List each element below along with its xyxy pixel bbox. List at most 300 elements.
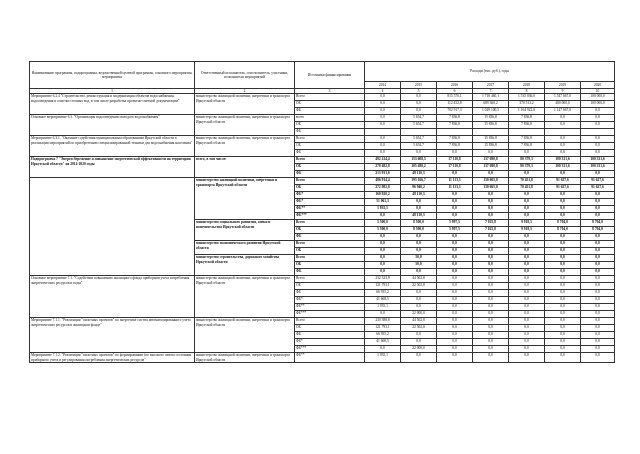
value-cell: 0,0: [509, 283, 545, 290]
executor-cell: министерство жилищной политики, энергетики и транспорта Иркутской области: [195, 136, 295, 157]
value-cell: 96 940,2: [401, 185, 437, 192]
source-cell: Всего: [295, 255, 365, 262]
col-number: 5: [401, 89, 437, 94]
value-cell: 7 836,8: [509, 143, 545, 150]
value-cell: 130 665,0: [473, 178, 509, 185]
value-cell: 0,0: [401, 94, 437, 101]
program-title: Подпрограмма 7 "Энергосбережение и повышение энергетической эффективности на территории Иркутской области" на 2014-2020 годы: [30, 157, 195, 178]
value-cell: 0,0: [545, 115, 581, 122]
value-cell: 0,0: [509, 241, 545, 248]
value-cell: 0,0: [473, 276, 509, 283]
value-cell: 0,0: [509, 353, 545, 363]
source-cell: ОБ: [295, 262, 365, 269]
value-cell: 0,0: [473, 297, 509, 304]
value-cell: 0,0: [545, 311, 581, 318]
value-cell: 278 482,8: [365, 164, 401, 171]
col-number: 9: [545, 89, 581, 94]
value-cell: 0,0: [437, 269, 473, 276]
value-cell: 0,0: [401, 269, 437, 276]
value-cell: 0,0: [473, 248, 509, 255]
value-cell: 0,0: [581, 332, 615, 339]
value-cell: 0,0: [473, 311, 509, 318]
value-cell: 100 000,0: [581, 101, 615, 108]
table-row: [30, 94, 615, 101]
value-cell: 1 718 460,1: [473, 94, 509, 101]
value-cell: 0,0: [437, 346, 473, 353]
year-header: 2014: [365, 82, 401, 89]
value-cell: 0,0: [437, 339, 473, 346]
source-cell: ФБ: [295, 129, 365, 136]
value-cell: 22 502,8: [401, 283, 437, 290]
executor-cell: министерство жилищной политики, энергетики и транспорта Иркутской области: [195, 94, 295, 115]
value-cell: 41 668,5: [365, 297, 401, 304]
source-cell: ОБ: [295, 283, 365, 290]
value-cell: 44 502,8: [401, 276, 437, 283]
value-cell: 1 164 922,8: [509, 108, 545, 115]
source-cell: Всего: [295, 318, 365, 325]
value-cell: 0,0: [365, 241, 401, 248]
value-cell: 0,0: [581, 234, 615, 241]
value-cell: 0,0: [473, 346, 509, 353]
value-cell: 0,0: [401, 234, 437, 241]
value-cell: 8 704,0: [545, 227, 581, 234]
value-cell: 50,0: [401, 255, 437, 262]
value-cell: 11 113,3: [437, 178, 473, 185]
value-cell: 0,0: [509, 276, 545, 283]
value-cell: [509, 129, 545, 136]
value-cell: 702 917,3: [437, 108, 473, 115]
value-cell: 0,0: [545, 318, 581, 325]
source-cell: Всего: [295, 220, 365, 227]
source-cell: ФБ*: [295, 199, 365, 206]
value-cell: 5 654,7: [401, 136, 437, 143]
value-cell: 0,0: [437, 318, 473, 325]
table-row: [30, 318, 615, 325]
value-cell: 0,0: [473, 206, 509, 213]
value-cell: 8 500,0: [401, 227, 437, 234]
value-cell: 213 931,6: [365, 171, 401, 178]
value-cell: 0,0: [545, 206, 581, 213]
value-cell: [581, 129, 615, 136]
source-cell: ФБ***: [295, 346, 365, 353]
value-cell: 11 113,3: [437, 185, 473, 192]
value-cell: 0,0: [581, 150, 615, 157]
source-cell: ОБ: [295, 227, 365, 234]
value-cell: 7 025,8: [473, 227, 509, 234]
source-cell: ФБ*: [295, 297, 365, 304]
value-cell: 1 147 667,0: [545, 108, 581, 115]
value-cell: 1 935,1: [365, 304, 401, 311]
value-cell: 112 452,8: [437, 101, 473, 108]
value-cell: 0,0: [509, 192, 545, 199]
value-cell: 0,0: [401, 206, 437, 213]
source-cell: ФБ***: [295, 213, 365, 220]
value-cell: 0,0: [365, 108, 401, 115]
value-cell: 80 379,3: [509, 157, 545, 164]
col-expenses-header: Расходы (тыс. руб.), годы: [365, 62, 615, 82]
value-cell: 7 836,8: [437, 143, 473, 150]
table-row: [30, 157, 615, 164]
value-cell: 0,0: [581, 318, 615, 325]
value-cell: 0,0: [545, 325, 581, 332]
value-cell: 0,0: [401, 290, 437, 297]
value-cell: 0,0: [437, 283, 473, 290]
value-cell: 0,0: [473, 339, 509, 346]
value-cell: 0,0: [437, 353, 473, 363]
executor-cell: министерство жилищной политики, энергетики и транспорта Иркутской области: [195, 318, 295, 353]
value-cell: 0,0: [437, 171, 473, 178]
value-cell: 0,0: [509, 290, 545, 297]
value-cell: 0,0: [581, 311, 615, 318]
value-cell: 160 920,2: [365, 192, 401, 199]
value-cell: 0,0: [509, 332, 545, 339]
value-cell: 91 627,6: [581, 185, 615, 192]
executor-cell: министерство строительства, дорожного хозяйства Иркутской области: [195, 255, 295, 276]
value-cell: 0,0: [581, 262, 615, 269]
value-cell: 0,0: [581, 192, 615, 199]
program-title: Мероприятие 6.3.1. "Оказание содействия муниципальным образованиям Иркутской области в реализации мероприятий по приобретению специализированной техники для водоснабжения населения": [30, 136, 195, 157]
value-cell: 137 690,8: [473, 157, 509, 164]
value-cell: 48 110,3: [401, 171, 437, 178]
value-cell: 0,0: [509, 269, 545, 276]
value-cell: 9 918,5: [509, 227, 545, 234]
value-cell: 230 388,8: [365, 318, 401, 325]
value-cell: 492 414,4: [365, 157, 401, 164]
value-cell: 0,0: [365, 122, 401, 129]
value-cell: 0,0: [473, 213, 509, 220]
value-cell: 0,0: [473, 150, 509, 157]
value-cell: 91 627,6: [581, 178, 615, 185]
value-cell: 0,0: [545, 171, 581, 178]
value-cell: 100 331,6: [545, 157, 581, 164]
table-row: [30, 115, 615, 122]
value-cell: 0,0: [581, 283, 615, 290]
value-cell: 7 836,8: [437, 122, 473, 129]
value-cell: 8 500,0: [401, 220, 437, 227]
source-cell: ФБ: [295, 290, 365, 297]
value-cell: 0,0: [545, 332, 581, 339]
source-cell: ФБ**: [295, 353, 365, 363]
value-cell: 0,0: [509, 311, 545, 318]
value-cell: 0,0: [365, 255, 401, 262]
value-cell: 50,0: [401, 262, 437, 269]
value-cell: 0,0: [473, 234, 509, 241]
value-cell: 0,0: [581, 213, 615, 220]
source-cell: Всего: [295, 157, 365, 164]
value-cell: 105 498,2: [401, 164, 437, 171]
value-cell: 0,0: [437, 332, 473, 339]
value-cell: 0,0: [545, 346, 581, 353]
value-cell: 0,0: [437, 206, 473, 213]
year-header: 2015: [401, 82, 437, 89]
value-cell: 0,0: [401, 241, 437, 248]
value-cell: 5 997,5: [437, 220, 473, 227]
value-cell: 5 654,7: [401, 122, 437, 129]
value-cell: 48 110,3: [401, 213, 437, 220]
value-cell: 0,0: [473, 241, 509, 248]
value-cell: 0,0: [581, 276, 615, 283]
source-cell: ОБ: [295, 248, 365, 255]
value-cell: 100 331,6: [545, 164, 581, 171]
value-cell: 91 627,6: [545, 178, 581, 185]
value-cell: 100 331,6: [581, 164, 615, 171]
value-cell: 0,0: [365, 311, 401, 318]
value-cell: 7 836,8: [509, 115, 545, 122]
source-cell: ФБ: [295, 332, 365, 339]
value-cell: 0,0: [365, 262, 401, 269]
source-cell: ФБ: [295, 150, 365, 157]
value-cell: 0,0: [401, 353, 437, 363]
value-cell: 0,0: [581, 171, 615, 178]
program-title: Основное мероприятие 6.3. "Организация водоотведения молодого водоснабжения": [30, 115, 195, 136]
value-cell: 0,0: [437, 241, 473, 248]
value-cell: 0,0: [545, 122, 581, 129]
value-cell: 121 793,1: [365, 283, 401, 290]
value-cell: 66 935,2: [365, 290, 401, 297]
col-program-header: Наименование программы, подпрограммы, ведомственной целевой программы, основного мероприятия, мероприятия: [30, 62, 195, 89]
value-cell: 7 836,8: [509, 122, 545, 129]
value-cell: 48 110,3: [401, 192, 437, 199]
value-cell: 0,0: [437, 199, 473, 206]
value-cell: 0,0: [473, 353, 509, 363]
value-cell: 80 379,3: [509, 164, 545, 171]
table-row: [30, 276, 615, 283]
value-cell: 0,0: [437, 255, 473, 262]
value-cell: [545, 129, 581, 136]
value-cell: 0,0: [581, 269, 615, 276]
program-title: Мероприятие 7.1.1. "Реализация "пилотных проектов" по энергетике систем автоматизированного учета энергетических ресурсов в жилищном фонде": [30, 318, 195, 353]
value-cell: 0,0: [473, 304, 509, 311]
executor-cell: министерство жилищной политики, энергетики и транспорта Иркутской области: [195, 276, 295, 318]
value-cell: 0,0: [545, 241, 581, 248]
value-cell: 0,0: [437, 248, 473, 255]
value-cell: 0,0: [509, 206, 545, 213]
value-cell: 5 500,0: [365, 227, 401, 234]
value-cell: 0,0: [509, 262, 545, 269]
source-cell: ОБ: [295, 164, 365, 171]
source-cell: ФБ*: [295, 192, 365, 199]
value-cell: 15 836,8: [473, 136, 509, 143]
value-cell: 0,0: [581, 206, 615, 213]
value-cell: 5 997,5: [437, 227, 473, 234]
value-cell: [365, 129, 401, 136]
value-cell: 370 513,2: [509, 101, 545, 108]
program-title: Мероприятие 7.1.2. "Реализация "пилотных проектов" по формированию (по высокого охвата состояния приборного учета и регулирования потребления энергетических ресурсов": [30, 353, 195, 363]
executor-cell: министерство жилищной политики, энергетики и транспорта Иркутской области: [195, 353, 295, 363]
source-cell: Всего: [295, 276, 365, 283]
value-cell: 0,0: [545, 276, 581, 283]
year-header: 2018: [509, 82, 545, 89]
value-cell: 0,0: [365, 150, 401, 157]
value-cell: 7 836,8: [509, 136, 545, 143]
value-cell: 0,0: [365, 136, 401, 143]
source-cell: ОБ: [295, 122, 365, 129]
col-exec-header: Ответственный исполнитель, соисполнитель, участники, исполнители мероприятий: [195, 62, 295, 89]
value-cell: 5 500,0: [365, 220, 401, 227]
value-cell: 0,0: [509, 150, 545, 157]
col-number: 6: [437, 89, 473, 94]
value-cell: 0,0: [581, 297, 615, 304]
col-number: 8: [509, 89, 545, 94]
value-cell: 15 836,8: [473, 143, 509, 150]
year-header: 2019: [545, 82, 581, 89]
value-cell: 0,0: [401, 150, 437, 157]
value-cell: 0,0: [473, 325, 509, 332]
value-cell: 0,0: [509, 213, 545, 220]
value-cell: 70 451,8: [509, 185, 545, 192]
value-cell: 22 000,0: [401, 346, 437, 353]
source-cell: ФБ: [295, 234, 365, 241]
value-cell: 0,0: [437, 213, 473, 220]
value-cell: 0,0: [401, 248, 437, 255]
value-cell: 0,0: [545, 304, 581, 311]
value-cell: [473, 129, 509, 136]
value-cell: 0,0: [401, 332, 437, 339]
value-cell: 0,0: [473, 290, 509, 297]
value-cell: 0,0: [473, 171, 509, 178]
value-cell: 0,0: [545, 255, 581, 262]
value-cell: 7 836,8: [437, 136, 473, 143]
value-cell: 8 704,0: [581, 227, 615, 234]
value-cell: 41 668,5: [365, 339, 401, 346]
source-cell: Всего: [295, 178, 365, 185]
value-cell: 400 000,0: [545, 101, 581, 108]
value-cell: 137 690,8: [473, 164, 509, 171]
value-cell: 0,0: [509, 339, 545, 346]
source-cell: всего: [295, 115, 365, 122]
value-cell: 0,0: [401, 108, 437, 115]
value-cell: 0,0: [545, 269, 581, 276]
source-cell: Всего: [295, 136, 365, 143]
source-cell: Всего: [295, 94, 365, 101]
source-cell: ФБ: [295, 108, 365, 115]
value-cell: 0,0: [401, 199, 437, 206]
value-cell: 0,0: [581, 325, 615, 332]
value-cell: 0,0: [581, 199, 615, 206]
value-cell: 5 654,7: [401, 143, 437, 150]
value-cell: 0,0: [401, 304, 437, 311]
table-row: [30, 178, 615, 185]
value-cell: 100 331,6: [581, 157, 615, 164]
source-cell: ФБ: [295, 269, 365, 276]
value-cell: 22 000,0: [401, 311, 437, 318]
value-cell: 44 502,8: [401, 318, 437, 325]
value-cell: 0,0: [365, 234, 401, 241]
value-cell: 0,0: [365, 248, 401, 255]
value-cell: 9 918,5: [509, 220, 545, 227]
value-cell: 232 323,9: [365, 276, 401, 283]
value-cell: 15 836,8: [473, 115, 509, 122]
col-number: 1: [30, 89, 195, 94]
value-cell: 8 704,0: [545, 220, 581, 227]
executor-cell: министерство социального развития, опеки и попечительства Иркутской области: [195, 220, 295, 241]
value-cell: 193 166,7: [401, 178, 437, 185]
value-cell: 0,0: [545, 199, 581, 206]
source-cell: ОБ: [295, 143, 365, 150]
value-cell: 0,0: [545, 283, 581, 290]
col-source-header: Источники финансирования: [295, 62, 365, 89]
value-cell: 486 914,4: [365, 178, 401, 185]
value-cell: 0,0: [581, 353, 615, 363]
value-cell: 0,0: [365, 213, 401, 220]
value-cell: 0,0: [545, 143, 581, 150]
value-cell: 0,0: [545, 192, 581, 199]
source-cell: ФБ***: [295, 311, 365, 318]
value-cell: 0,0: [509, 171, 545, 178]
value-cell: 0,0: [365, 346, 401, 353]
value-cell: 0,0: [509, 325, 545, 332]
value-cell: 0,0: [545, 262, 581, 269]
table-row: [30, 353, 615, 363]
value-cell: 0,0: [473, 192, 509, 199]
value-cell: 17 110,8: [437, 157, 473, 164]
value-cell: 0,0: [545, 353, 581, 363]
value-cell: 0,0: [473, 262, 509, 269]
value-cell: 0,0: [581, 143, 615, 150]
source-cell: ОБ: [295, 325, 365, 332]
value-cell: 0,0: [437, 297, 473, 304]
value-cell: 153 608,5: [401, 157, 437, 164]
table-body: [30, 94, 615, 363]
value-cell: 0,0: [437, 325, 473, 332]
value-cell: 0,0: [509, 234, 545, 241]
value-cell: 0,0: [401, 339, 437, 346]
col-number: 3: [295, 89, 365, 94]
program-title: Основное мероприятие 7.1. "Содействие повышению жилищного фонда приборами учета потребления энергетических ресурсов и воды": [30, 276, 195, 318]
value-cell: 0,0: [437, 234, 473, 241]
value-cell: 0,0: [545, 248, 581, 255]
value-cell: 0,0: [581, 255, 615, 262]
executor-cell: министерство экономического развития Иркутской области: [195, 241, 295, 255]
value-cell: 17 110,8: [437, 164, 473, 171]
value-cell: 0,0: [437, 304, 473, 311]
year-header: 2017: [473, 82, 509, 89]
col-number: 2: [195, 89, 295, 94]
value-cell: 0,0: [473, 332, 509, 339]
value-cell: 0,0: [365, 269, 401, 276]
executor-cell: министерство жилищной политики, энергетики и транспорта Иркутской области: [195, 115, 295, 136]
value-cell: 0,0: [437, 290, 473, 297]
value-cell: 0,0: [545, 213, 581, 220]
value-cell: 70 451,8: [509, 178, 545, 185]
value-cell: 0,0: [545, 234, 581, 241]
value-cell: 1 029 100,5: [473, 108, 509, 115]
value-cell: 0,0: [581, 346, 615, 353]
value-cell: 0,0: [509, 304, 545, 311]
value-cell: 272 982,8: [365, 185, 401, 192]
empty-title-cell: [30, 178, 195, 276]
value-cell: 0,0: [545, 339, 581, 346]
value-cell: 0,0: [509, 199, 545, 206]
value-cell: 0,0: [365, 143, 401, 150]
value-cell: 0,0: [473, 199, 509, 206]
value-cell: 130 665,0: [473, 185, 509, 192]
value-cell: 0,0: [473, 255, 509, 262]
source-cell: Всего: [295, 241, 365, 248]
value-cell: 0,0: [509, 297, 545, 304]
value-cell: 0,0: [401, 297, 437, 304]
value-cell: 0,0: [581, 115, 615, 122]
year-header: 2020: [581, 82, 615, 89]
value-cell: 0,0: [509, 255, 545, 262]
value-cell: 0,0: [581, 290, 615, 297]
value-cell: 0,0: [437, 276, 473, 283]
source-cell: ФБ**: [295, 304, 365, 311]
value-cell: 0,0: [581, 241, 615, 248]
value-cell: 1 935,1: [365, 353, 401, 363]
value-cell: 0,0: [545, 297, 581, 304]
col-number: 4: [365, 89, 401, 94]
